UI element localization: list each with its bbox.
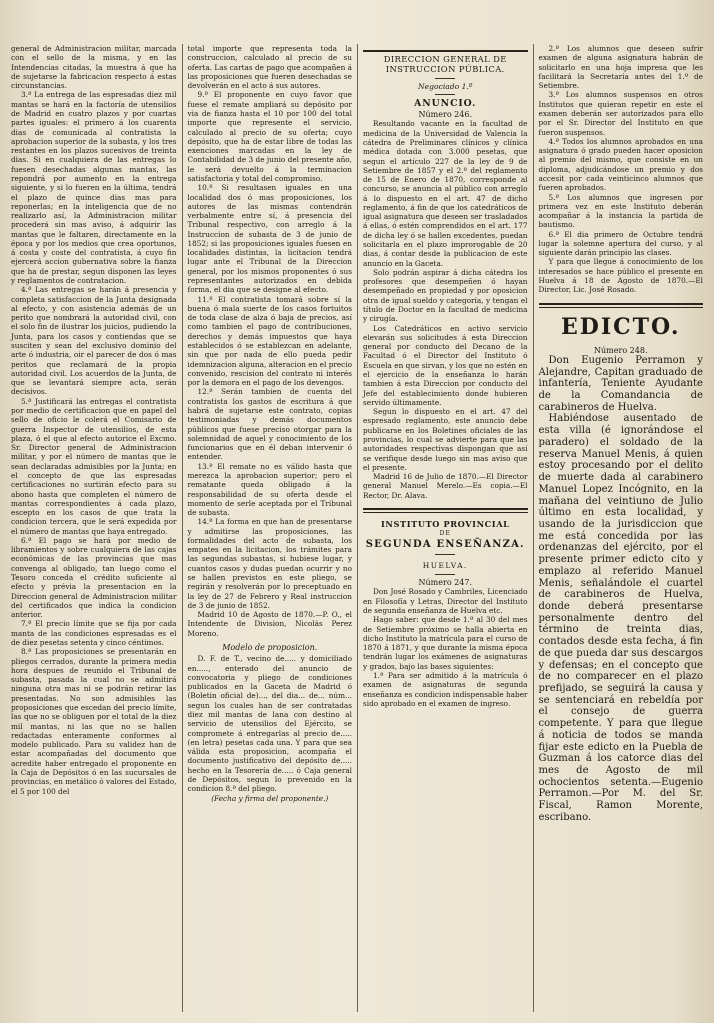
section-rule-thin	[363, 512, 528, 513]
paragraph: 11.ª El contratista tomará sobre sí la buena ó mala suerte de los casos fortuitos de toda clase de alza ó baja de precios, así como tambien el pago de contribuciones, derechos y demás impuestos que haya establecidos ó se establezcan en adelante, sin que por nada de ello pueda pedir idemnizacion alguna, alteracion en el precio convenido, rescision del contrato ni interés por la demora en el pago de los devengos.	[187, 294, 352, 388]
paragraph: 9.ª El proponente en cuyo favor que fuese el remate ampliará su depósito por via de fianza hasta el 10 por 100 del total importe que represente el servicio, calculado al precio de su oferta; cuyo depósito, que ha de estar libre de todas las exenciones marcadas en la ley de Contabilidad de 3 de junio del presente año, le será devuelto á la terminacion satisfactoria y total del compromiso.	[187, 90, 352, 183]
paragraph: Los Catedráticos en activo servicio elevarán sus solicitudes á esta Direccion general por conducto del Decano de la Facultad ó el Director del Instituto ó Escuela en que sirvan, y los que no estén en el ejercicio de la enseñanza lo harán tambien á esta Direccion por conducto del Jefe del establecimiento donde hubieren servido últimamente.	[363, 323, 528, 407]
section-connector: DE	[439, 529, 451, 537]
divider	[435, 574, 455, 575]
notice-number: Número 246.	[418, 110, 472, 120]
place-heading: HUELVA.	[422, 560, 468, 570]
negociado-label: Negociado 1.º	[418, 81, 473, 91]
paragraph: Don Eugenio Perramon y Alejandre, Capitan graduado de infantería, Teniente Ayudante de la Comandancia de carabineros de Huelva.	[538, 354, 703, 413]
paragraph: total importe que representa toda la construccion, calculado al precio de su oferta. Las cartas de pago que acompañen á las proposiciones que fueren desechadas se devolverán en el acto á sus autores.	[187, 44, 352, 91]
notice-heading: ANUNCIO.	[414, 98, 477, 110]
edict-heading: EDICTO.	[560, 313, 681, 340]
paragraph: 1.ª Para ser admitido á la matrícula ó examen de asignaturas de segunda enseñanza es condicion indispensable haber sido aprobado en el examen de ingreso.	[363, 671, 528, 708]
paragraph: 2.ª Los alumnos que deseen sufrir examen de alguna asignatura habrán de solicitarlo en una hoja impresa que les facilitará la Secretaría antes del 1.º de Setiembre.	[538, 44, 703, 91]
paragraph: 4.ª Todos los alumnos aprobados en una asignatura ó grado pueden hacer oposicion al premio del mismo, que consiste en un diploma, adjudicándose un premio y dos accesit por cada veinticinco alumnos que fueren aprobados.	[538, 136, 703, 193]
paragraph: Segun lo dispuesto en el art. 47 del espresado reglamento, este anuncio debe publicarse en los Boletines oficiales de las provincias, lo cual se advierte para que las autoridades respectivas dispongan que así se verifique desde luego sin mas aviso que el presente.	[363, 407, 528, 472]
paragraph: Madrid 10 de Agosto de 1870.—P. O., el Intendente de Division, Nicolás Perez Moreno.	[187, 610, 352, 638]
section-subtitle: SEGUNDA ENSEÑANZA.	[365, 538, 525, 550]
signature-note: (Fecha y firma del proponente.)	[211, 793, 329, 803]
section-heading: Modelo de proposicion.	[222, 643, 318, 652]
paragraph: 5.ª Justificará las entregas el contratista por medio de certificacion que en papel del sello de oficio le colerá el Comisario de guerra Inspector de utensilios, de esta plaza, ó el que al efecto autorice el Excmo. Sr. Director general de Administracion militar, y por el número de mantas que le sean declaradas admisibles por la Junta; en el concepto de que las espresadas certificaciones no surtirán efecto para su abono hasta que completen el número de mantas correspondientes á cada plazo, escepto en los casos de que trata la condicion tercera, que le será expedida por el número de mantas que haya entregado.	[11, 396, 177, 536]
paragraph: 5.ª Los alumnos que ingresen por primera vez en este Instituto deberán acompañar á la instancia la partida de bautismo.	[538, 192, 703, 230]
section-rule	[363, 508, 528, 510]
paragraph: 8.ª Las proposiciones se presentarán en pliegos cerrados, durante la primera media hora despues de reunido el Tribunal de subasta, pasada la cual no se admitirá ninguna otra mas ni se podrán retirar las presentadas. No son admisibles las proposiciones que escedan del precio límite, las que no se obliguen por el total de la diez mil mantas, ni las que no se hallen redactadas enteramente conformes al modelo publicado. Para su validez han de estar acompañadas del documento que acredite haber entregado el proponente en la Caja de Depósitos ó en las sucursales de provincias, en metálico ó valores del Estado, el 5 por 100 del	[11, 647, 177, 796]
paragraph: Resultando vacante en la facultad de medicina de la Universidad de Valencia la cátedra de Preliminares clínicos y clínica médica dotada con 3.000 pesetas, que segun el artículo 227 de la ley de 9 de Setiembre de 1857 y el 2.º del reglamento de 15 de Enero de 1870, corresponde al concurso, se anuncia al público con arreglo á lo dispuesto en el art. 47 de dicho reglamento, á fin de que los catedráticos de igual asignatura que deseen ser trasladados á ellas, ó estén comprendidos en el art. 177 de dicha ley ó se hallen excedentes, puedan solicitarla en el plazo improrogable de 20 dias, á contar desde la publicacion de este anuncio en la Gaceta.	[363, 119, 528, 268]
section-title: DIRECCION GENERAL DE INSTRUCCION PÚBLICA.	[383, 54, 507, 75]
paragraph: 7.ª El precio límite que se fija por cada manta de las condiciones espresadas es el de diez pesetas setenta y cinco céntimos.	[11, 619, 177, 647]
paragraph: D. F. de T., vecino de..... y domiciliado en....., enterado del anuncio de convocatoria y pliego de condiciones publicados en la Gaceta de Madrid ó (Boletin oficial de)..., del dia... de... núm... segun los cuales han de ser contratadas diez mil mantas de lana con destino al servicio de utensilios del Ejército, se compromete á entregarlas al precio de..... (en letra) pesetas cada una. Y para que sea válida esta proposicion, acompaña el documento justificativo del depósito de..... hecho en la Tesorería de..... ó Caja general de Depósitos, segun lo prevenido en la condicion 8.ª del pliego.	[187, 654, 352, 794]
paragraph: Habiéndose ausentado de esta villa (é ignorándose el paradero) el soldado de la reserva Manuel Menis, á quien estoy procesando por el delito de muerte dada al carabinero Manuel Lopez Incógnito, en la mañana del veintiuno de Julio último en esta localidad, y usando de la jurisdiccion que me está concedida por las ordenanzas del ejército, por el presente primer edicto cito y emplazo al referido Manuel Menis, señalándole el cuartel de carabineros de Huelva, donde deberá presentarse personalmente dentro del término de treinta dias, contados desde esta fecha, á fin de que pueda dar sus descargos y defensas; en el concepto que de no comparecer en el plazo prefijado, se seguirá la causa y se sentenciará en rebeldía por el consejo de guerra competente. Y para que llegue á noticia de todos se manda fijar este edicto en la Puebla de Guzman á los catorce dias del mes de Agosto de mil ochocientos setenta.—Eugenio Perramon.—Por M. del Sr. Fiscal, Ramon Morente, escribano.	[538, 413, 703, 823]
column-container	[6, 44, 708, 1012]
section-rule	[363, 50, 528, 52]
paragraph: 14.ª La forma en que han de presentarse y admitirse las proposiciones, las formalidades del acto de subasta, los empates en la licitacion, los trámites para las segundas subastas, si hubiese lugar, y cuantos casos y dudas puedan ocurrir y no se hallen previstos en este pliego, se regirán y resolverán por lo preceptuado en la ley de 27 de Febrero y Real instruccion de 3 de junio de 1852.	[187, 517, 352, 610]
column-1	[6, 44, 182, 1012]
section-rule	[539, 303, 704, 305]
notice-number: Número 248.	[594, 345, 648, 355]
paragraph: 13.ª El remate no es válido hasta que merezca la aprobacion superior; pero el rematante queda obligado á la responsabilidad de su oferta desde el momento de serle aceptada por el Tribunal de subasta.	[187, 461, 352, 518]
divider	[435, 94, 455, 95]
paragraph: 12.ª Serán tambien de cuenta del contratista los gastos de escritura á que habrá de sujetarse este contrato, copias testimoniadas y demás documentos públicos que fuese preciso otorgar para la solemnidad de aquel y conocimiento de los funcionarios que en él deban intervenir ó entender.	[187, 387, 352, 462]
section-rule-thin	[539, 307, 704, 308]
divider	[435, 78, 455, 79]
notice-number: Número 247.	[418, 578, 472, 588]
paragraph: 10.ª Si resultasen iguales en una localidad dos ó mas proposiciones, los autores de las mismas contendrán verbalmente entre sí, á presencia del Tribunal respectivo, con arreglo á la Instruccion de subasta de 3 de junio de 1852; si las proposiciones iguales fuesen en localidades distintas, la licitacion tendrá lugar ante el Tribunal de la Direccion general, por los mismos proponentes ó sus representantes autorizados en debida forma, el dia que se designe al efecto.	[187, 183, 352, 295]
paragraph: Madrid 16 de Julio de 1870.—El Director general Manuel Merelo.—Es copia.—El Rector, Dr. Alava.	[363, 472, 528, 500]
paragraph: general de Administracion militar, marcada con el sello de la misma, y en las Intendencias citadas, la muestra á que ha de sujetarse la fabricacion respecto á estas circunstancias.	[11, 44, 177, 91]
paragraph: 6.ª El dia primero de Octubre tendrá lugar la solemne apertura del curso, y al siguiente darán principio las clases.	[538, 229, 703, 258]
paragraph: Y para que llegue á conocimiento de los interesados se hace público el presente en Huelva á 18 de Agosto de 1870.—El Director, Lic. José Rosado.	[538, 257, 703, 295]
paragraph: Solo podrán aspirar á dicha cátedra los profesores que desempeñen ó hayan desempeñado en propiedad y por oposicion otra de igual sueldo y categoría, y tengan el título de Doctor en la facultad de medicina y cirugía.	[363, 267, 528, 324]
column-2	[182, 44, 358, 1012]
column-3	[357, 44, 533, 1012]
section-title: INSTITUTO PROVINCIAL	[380, 518, 510, 529]
paragraph: 3.ª Los alumnos suspensos en otros Institutos que quieran repetir en este el examen deberán ser autorizados para ello por el Sr. Director del Instituto en que fueron suspensos.	[538, 90, 703, 137]
paragraph: 3.ª La entrega de las espresadas diez mil mantas se hará en la factoría de utensilios de Madrid en cuatro plazos y por cuartas partes iguales: el primero á los cuarenta dias de comunicada al contratista la aprobacion superior de la subasta, y los tres restantes en los plazos sucesivos de treinta dias. Si en cualquiera de las entregas lo fuesen desechadas algunas mantas, las repondrá por aumento en la entrega siguiente, y si lo fueren en la última, tendrá el plazo de quince dias mas para reponerlas; en la inteligencia que de no realizarlo así, la Administracion militar procederá sin mas aviso, á adquirir las mantas que le faltaren, directamente en la época y por los medios que crea oportunos, á costa y coste del contratista, á cuyo fin ejercerá accion gubernativa sobre la fianza que ha de prestar, segun disponen las leyes y reglamentos de contratacion.	[11, 90, 177, 286]
paragraph: 6.ª El pago se hará por medio de libramientos y sobre cualquiera de las cajas económicas de las provincias que mas convenga al obligado, tan luego como el Tesoro conceda el crédito suficiente al efecto y prévia la presentacion en la Direccion general de Administracion militar del certificados que indica la condicion anterior.	[11, 535, 177, 620]
paragraph: 4.ª Las entregas se harán á presencia y completa satisfaccion de la Junta designada al efecto, y con asistencia además de un perito que nombrará la autoridad civil, con el solo fin de ilustrar los juicios, pudiendo la Junta, para los casos y contiendas que se susciten y sean del exclusivo dominio del arte ó industria, oir el parecer de dos ó mas peritos que reclamará de la propia autoridad civil. Los acuerdos de la Junta, de que se levantará siempre acta, serán decisivos.	[11, 285, 177, 397]
paragraph: Don José Rosado y Cambriles, Licenciado en Filosofía y Letras, Director del Instituto de segunda enseñanza de Huelva etc.	[363, 587, 528, 616]
paragraph: Hago saber: que desde 1.º al 30 del mes de Setiembre próximo se halla abierta en dicho Instituto la matrícula para el curso de 1870 á 1871, y que durante la misma época tendrán lugar los exámenes de asignaturas y grados, bajo las bases siguientes:	[363, 615, 528, 671]
column-4	[533, 44, 709, 1012]
divider	[435, 554, 455, 555]
